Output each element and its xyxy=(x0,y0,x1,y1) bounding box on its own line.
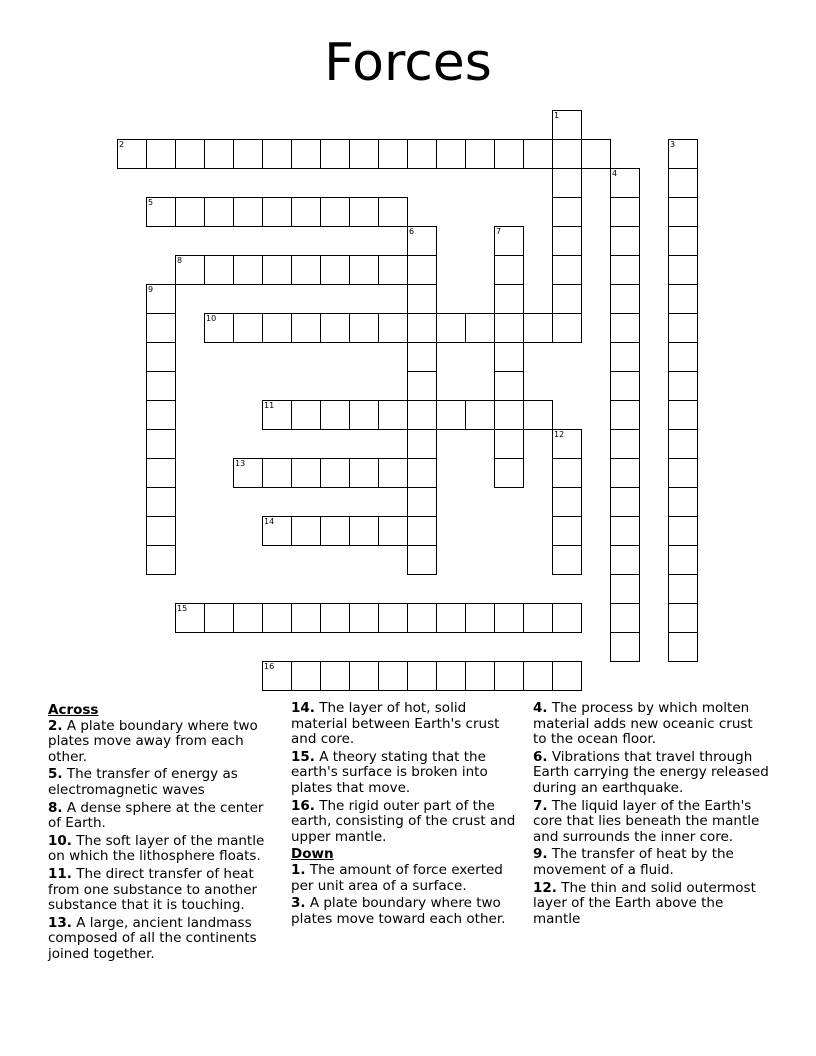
clue-across-14: 14. The layer of hot, solid material between Earth's crust and core. xyxy=(291,700,500,748)
crossword-cell[interactable] xyxy=(610,197,640,227)
crossword-cell[interactable] xyxy=(552,545,582,575)
clue-across-15: 15. A theory stating that the earth's surface is broken into plates that move. xyxy=(291,748,488,796)
clue-down-6: 6. Vibrations that travel through Earth carrying the energy released during an earthquake. xyxy=(533,748,769,796)
crossword-cell[interactable] xyxy=(262,139,292,169)
crossword-cell[interactable] xyxy=(552,661,582,691)
crossword-cell[interactable] xyxy=(436,313,466,343)
crossword-cell[interactable] xyxy=(407,545,437,575)
crossword-cell[interactable] xyxy=(668,371,698,401)
clue-across-5: 5. The transfer of energy as electromagnetic waves xyxy=(48,766,238,798)
crossword-cell[interactable] xyxy=(494,342,524,372)
crossword-cell[interactable] xyxy=(668,632,698,662)
clue-number: 6 xyxy=(409,227,415,236)
crossword-cell[interactable] xyxy=(146,197,176,227)
crossword-cell[interactable] xyxy=(320,603,350,633)
clue-down-4: 4. The process by which molten material adds new oceanic crust to the ocean floor. xyxy=(533,700,753,748)
crossword-cell[interactable] xyxy=(204,139,234,169)
crossword-cell[interactable] xyxy=(349,255,379,285)
crossword-cell[interactable] xyxy=(146,545,176,575)
crossword-cell[interactable] xyxy=(610,603,640,633)
crossword-cell[interactable] xyxy=(233,603,263,633)
crossword-cell[interactable] xyxy=(552,458,582,488)
crossword-cell[interactable] xyxy=(465,603,495,633)
crossword-cell[interactable] xyxy=(610,545,640,575)
crossword-cell[interactable] xyxy=(320,458,350,488)
crossword-cell[interactable] xyxy=(291,516,321,546)
crossword-cell[interactable] xyxy=(523,139,553,169)
crossword-cell[interactable] xyxy=(523,400,553,430)
clue-down-7: 7. The liquid layer of the Earth's core that lies beneath the mantle and surrounds the inner core. xyxy=(533,797,760,845)
clue-number: 9 xyxy=(148,285,154,294)
crossword-cell[interactable] xyxy=(175,255,205,285)
crossword-cell[interactable] xyxy=(262,255,292,285)
clue-number: 3 xyxy=(670,140,676,149)
crossword-cell[interactable] xyxy=(552,110,582,140)
clue-number: 13 xyxy=(235,459,246,468)
crossword-cell[interactable] xyxy=(494,661,524,691)
crossword-cell[interactable] xyxy=(668,197,698,227)
clue-number: 10 xyxy=(206,314,217,323)
clue-number: 11 xyxy=(264,401,275,410)
crossword-cell[interactable] xyxy=(494,429,524,459)
crossword-cell[interactable] xyxy=(175,139,205,169)
crossword-cell[interactable] xyxy=(610,429,640,459)
crossword-cell[interactable] xyxy=(204,313,234,343)
crossword-cell[interactable] xyxy=(668,168,698,198)
clue-down-3: 3. A plate boundary where two plates move toward each other. xyxy=(291,895,506,927)
crossword-cell[interactable] xyxy=(262,603,292,633)
crossword-cell[interactable] xyxy=(262,516,292,546)
crossword-cell[interactable] xyxy=(436,661,466,691)
crossword-cell[interactable] xyxy=(465,661,495,691)
crossword-cell[interactable] xyxy=(291,603,321,633)
crossword-cell[interactable] xyxy=(291,661,321,691)
crossword-cell[interactable] xyxy=(494,284,524,314)
crossword-cell[interactable] xyxy=(465,400,495,430)
crossword-cell[interactable] xyxy=(233,197,263,227)
crossword-cell[interactable] xyxy=(465,139,495,169)
crossword-cell[interactable] xyxy=(610,516,640,546)
clue-across-11: 11. The direct transfer of heat from one substance to another substance that it is touching. xyxy=(48,865,258,914)
crossword-cell[interactable] xyxy=(146,429,176,459)
crossword-cell[interactable] xyxy=(668,400,698,430)
crossword-cell[interactable] xyxy=(407,429,437,459)
crossword-cell[interactable] xyxy=(552,313,582,343)
crossword-cell[interactable] xyxy=(494,603,524,633)
crossword-cell[interactable] xyxy=(349,603,379,633)
clue-down-9: 9. The transfer of heat by the movement of a fluid. xyxy=(533,846,734,878)
crossword-cell[interactable] xyxy=(146,313,176,343)
crossword-cell[interactable] xyxy=(378,603,408,633)
crossword-cell[interactable] xyxy=(494,400,524,430)
crossword-cell[interactable] xyxy=(610,255,640,285)
crossword-cell[interactable] xyxy=(581,139,611,169)
crossword-cell[interactable] xyxy=(610,632,640,662)
crossword-cell[interactable] xyxy=(552,226,582,256)
clue-across-8: 8. A dense sphere at the center of Earth. xyxy=(48,799,264,832)
crossword-cell[interactable] xyxy=(291,197,321,227)
down-heading: Down xyxy=(291,846,334,863)
crossword-cell[interactable] xyxy=(523,603,553,633)
crossword-cell[interactable] xyxy=(610,168,640,198)
crossword-cell[interactable] xyxy=(668,516,698,546)
crossword-cell[interactable] xyxy=(320,255,350,285)
clue-across-2: 2. A plate boundary where two plates move away from each other. xyxy=(48,717,258,765)
crossword-cell[interactable] xyxy=(610,458,640,488)
crossword-cell[interactable] xyxy=(146,458,176,488)
crossword-cell[interactable] xyxy=(378,313,408,343)
crossword-cell[interactable] xyxy=(494,371,524,401)
clue-across-13: 13. A large, ancient landmass composed of all the continents joined together. xyxy=(48,914,257,962)
crossword-cell[interactable] xyxy=(378,516,408,546)
crossword-cell[interactable] xyxy=(320,313,350,343)
crossword-cell[interactable] xyxy=(610,574,640,604)
crossword-cell[interactable] xyxy=(378,139,408,169)
clue-column-2 xyxy=(291,701,523,929)
crossword-cell[interactable] xyxy=(494,458,524,488)
clue-column-1 xyxy=(48,701,278,965)
crossword-cell[interactable] xyxy=(146,516,176,546)
crossword-cell[interactable] xyxy=(262,197,292,227)
crossword-cell[interactable] xyxy=(668,139,698,169)
crossword-cell[interactable] xyxy=(262,313,292,343)
clue-number: 12 xyxy=(554,430,565,439)
crossword-cell[interactable] xyxy=(668,574,698,604)
clue-number: 1 xyxy=(554,111,560,120)
clue-down-12: 12. The thin and solid outermost layer of the Earth above the mantle xyxy=(533,879,756,927)
crossword-cell[interactable] xyxy=(610,400,640,430)
crossword-cell[interactable] xyxy=(668,603,698,633)
crossword-cell[interactable] xyxy=(262,400,292,430)
crossword-cell[interactable] xyxy=(494,255,524,285)
crossword-cell[interactable] xyxy=(204,197,234,227)
crossword-cell[interactable] xyxy=(668,458,698,488)
clue-down-1: 1. The amount of force exerted per unit area of a surface. xyxy=(291,861,503,894)
crossword-cell[interactable] xyxy=(552,168,582,198)
crossword-cell[interactable] xyxy=(552,429,582,459)
clue-number: 4 xyxy=(612,169,618,178)
crossword-cell[interactable] xyxy=(552,197,582,227)
clue-number: 14 xyxy=(264,517,275,526)
crossword-cell[interactable] xyxy=(291,458,321,488)
crossword-cell[interactable] xyxy=(494,226,524,256)
crossword-cell[interactable] xyxy=(291,255,321,285)
crossword-cell[interactable] xyxy=(233,255,263,285)
crossword-cell[interactable] xyxy=(407,603,437,633)
crossword-cell[interactable] xyxy=(320,139,350,169)
crossword-cell[interactable] xyxy=(146,400,176,430)
crossword-cell[interactable] xyxy=(407,661,437,691)
crossword-cell[interactable] xyxy=(262,458,292,488)
crossword-cell[interactable] xyxy=(349,516,379,546)
crossword-cell[interactable] xyxy=(146,487,176,517)
crossword-cell[interactable] xyxy=(465,313,495,343)
clue-number: 8 xyxy=(177,256,183,265)
crossword-cell[interactable] xyxy=(610,313,640,343)
crossword-cell[interactable] xyxy=(552,603,582,633)
crossword-cell[interactable] xyxy=(291,313,321,343)
crossword-cell[interactable] xyxy=(407,284,437,314)
crossword-cell[interactable] xyxy=(262,661,292,691)
crossword-cell[interactable] xyxy=(668,545,698,575)
crossword-cell[interactable] xyxy=(407,255,437,285)
crossword-cell[interactable] xyxy=(668,226,698,256)
crossword-cell[interactable] xyxy=(407,139,437,169)
crossword-cell[interactable] xyxy=(610,226,640,256)
crossword-cell[interactable] xyxy=(320,400,350,430)
crossword-cell[interactable] xyxy=(378,458,408,488)
crossword-cell[interactable] xyxy=(175,603,205,633)
crossword-cell[interactable] xyxy=(407,400,437,430)
crossword-cell[interactable] xyxy=(552,139,582,169)
clue-across-10: 10. The soft layer of the mantle on which the lithosphere floats. xyxy=(48,832,265,865)
crossword-cell[interactable] xyxy=(668,284,698,314)
crossword-cell[interactable] xyxy=(552,516,582,546)
crossword-cell[interactable] xyxy=(552,284,582,314)
crossword-cell[interactable] xyxy=(668,342,698,372)
crossword-cell[interactable] xyxy=(407,342,437,372)
crossword-cell[interactable] xyxy=(668,255,698,285)
page-title: Forces xyxy=(324,33,492,93)
crossword-cell[interactable] xyxy=(610,342,640,372)
crossword-cell[interactable] xyxy=(349,661,379,691)
crossword-cell[interactable] xyxy=(378,255,408,285)
crossword-cell[interactable] xyxy=(378,197,408,227)
crossword-cell[interactable] xyxy=(204,255,234,285)
crossword-cell[interactable] xyxy=(523,661,553,691)
crossword-cell[interactable] xyxy=(291,139,321,169)
clue-number: 16 xyxy=(264,662,275,671)
crossword-cell[interactable] xyxy=(233,313,263,343)
crossword-cell[interactable] xyxy=(494,313,524,343)
crossword-cell[interactable] xyxy=(146,371,176,401)
crossword-cell[interactable] xyxy=(146,139,176,169)
clue-number: 5 xyxy=(148,198,154,207)
crossword-cell[interactable] xyxy=(320,661,350,691)
clue-number: 7 xyxy=(496,227,502,236)
crossword-cell[interactable] xyxy=(320,197,350,227)
crossword-cell[interactable] xyxy=(204,603,234,633)
crossword-cell[interactable] xyxy=(523,313,553,343)
clue-column-3 xyxy=(533,701,769,929)
crossword-cell[interactable] xyxy=(668,487,698,517)
crossword-cell[interactable] xyxy=(494,139,524,169)
crossword-cell[interactable] xyxy=(233,139,263,169)
crossword-cell[interactable] xyxy=(407,516,437,546)
crossword-cell[interactable] xyxy=(291,400,321,430)
crossword-cell[interactable] xyxy=(146,284,176,314)
crossword-cell[interactable] xyxy=(407,487,437,517)
crossword-cell[interactable] xyxy=(349,458,379,488)
crossword-cell[interactable] xyxy=(378,661,408,691)
crossword-cell[interactable] xyxy=(349,313,379,343)
crossword-cell[interactable] xyxy=(233,458,263,488)
crossword-cell[interactable] xyxy=(349,197,379,227)
crossword-cell[interactable] xyxy=(436,400,466,430)
crossword-cell[interactable] xyxy=(349,139,379,169)
crossword-cell[interactable] xyxy=(610,487,640,517)
crossword-cell[interactable] xyxy=(407,226,437,256)
crossword-cell[interactable] xyxy=(320,516,350,546)
crossword-cell[interactable] xyxy=(436,603,466,633)
crossword-cell[interactable] xyxy=(610,284,640,314)
across-heading: Across xyxy=(48,702,99,718)
crossword-cell[interactable] xyxy=(407,313,437,343)
crossword-cell[interactable] xyxy=(668,313,698,343)
crossword-cell[interactable] xyxy=(146,342,176,372)
crossword-cell[interactable] xyxy=(349,400,379,430)
crossword-cell[interactable] xyxy=(117,139,147,169)
clue-number: 2 xyxy=(119,140,125,149)
crossword-cell[interactable] xyxy=(407,371,437,401)
crossword-cell[interactable] xyxy=(668,429,698,459)
crossword-cell[interactable] xyxy=(407,458,437,488)
crossword-cell[interactable] xyxy=(378,400,408,430)
crossword-cell[interactable] xyxy=(552,487,582,517)
clue-across-16: 16. The rigid outer part of the earth, consisting of the crust and upper mantle. xyxy=(291,797,516,845)
clue-number: 15 xyxy=(177,604,188,613)
crossword-cell[interactable] xyxy=(610,371,640,401)
crossword-cell[interactable] xyxy=(552,255,582,285)
crossword-cell[interactable] xyxy=(436,139,466,169)
crossword-cell[interactable] xyxy=(175,197,205,227)
